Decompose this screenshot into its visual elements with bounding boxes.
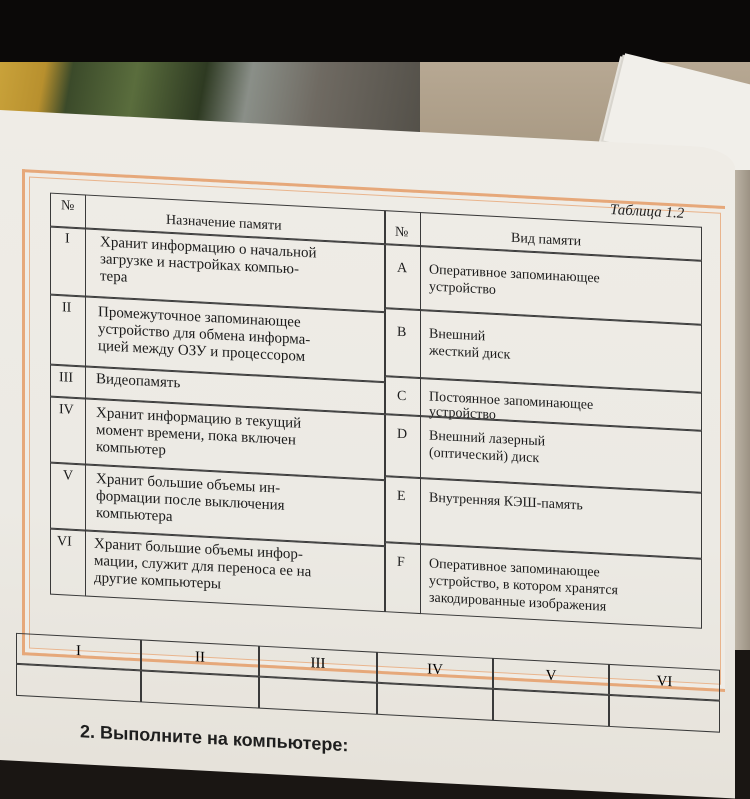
- row-D-letter-cell: [385, 414, 421, 478]
- row-num: II: [62, 300, 72, 316]
- row-letter: B: [397, 324, 407, 341]
- row-num: V: [63, 468, 74, 484]
- table-caption: Таблица 1.2: [610, 201, 685, 222]
- header-num-right-cell: [385, 210, 421, 246]
- row-text: Внешний лазерный (оптический) диск: [429, 428, 546, 467]
- header-type: Вид памяти: [511, 230, 582, 250]
- row-text: Хранит информацию о начальной загрузке и настройках компью- тера: [100, 234, 317, 286]
- answer-header: V: [545, 667, 557, 685]
- row-text: Хранит большие объемы инфор- мации, служит для переноса ее на другие компьютеры: [94, 535, 312, 593]
- answer-header: I: [76, 642, 81, 660]
- row-A-letter-cell: [385, 244, 421, 310]
- header-num-right: №: [395, 224, 409, 241]
- row-IV-num-cell: [50, 397, 86, 465]
- row-B-letter-cell: [385, 308, 421, 378]
- row-letter: A: [397, 260, 408, 277]
- row-num: VI: [57, 533, 72, 550]
- exercise-heading: 2. Выполните на компьютере:: [80, 721, 349, 756]
- row-num: I: [65, 231, 70, 247]
- header-num-left-cell: [50, 193, 86, 229]
- row-I-num-cell: [50, 227, 86, 297]
- answer-input-cell-I[interactable]: [16, 664, 141, 703]
- answer-input-cell-IV[interactable]: [377, 683, 493, 721]
- row-VI-num-cell: [50, 529, 86, 597]
- row-letter: D: [397, 426, 408, 443]
- answer-input-cell-V[interactable]: [493, 689, 609, 727]
- row-num: III: [59, 370, 73, 386]
- row-F-letter-cell: [385, 542, 421, 614]
- header-num-left: №: [61, 198, 75, 214]
- row-text: Видеопамять: [96, 371, 181, 392]
- row-text: Внешний жесткий диск: [429, 326, 511, 363]
- answer-input-cell-VI[interactable]: [609, 695, 720, 733]
- row-letter: F: [397, 554, 405, 571]
- answer-header: III: [310, 655, 326, 673]
- textbook-page: [0, 110, 735, 799]
- row-III-num-cell: [50, 365, 86, 399]
- row-letter: E: [397, 488, 406, 505]
- row-text: Хранит информацию в текущий момент времени, пока включен компьютер: [96, 405, 302, 459]
- answer-header: IV: [427, 661, 443, 679]
- row-letter: C: [397, 388, 407, 405]
- answer-header: II: [195, 649, 205, 666]
- row-E-letter-cell: [385, 476, 421, 544]
- row-text: Промежуточное запоминающее устройство для обмена информа- цией между ОЗУ и процессором: [98, 304, 311, 365]
- row-text: Оперативное запоминающее устройство: [429, 262, 600, 298]
- answer-header: VI: [656, 673, 673, 691]
- row-text: Постоянное запоминающее устройство: [429, 389, 594, 423]
- row-text: Внутренняя КЭШ-память: [429, 490, 583, 514]
- answer-input-cell-III[interactable]: [259, 677, 377, 715]
- row-num: IV: [59, 402, 74, 418]
- row-text: Оперативное запоминающее устройство, в котором хранятся закодированные изображения: [429, 556, 618, 615]
- row-II-num-cell: [50, 295, 86, 367]
- row-F-text-cell: [420, 544, 702, 629]
- row-C-letter-cell: [385, 376, 421, 416]
- header-purpose: Назначение памяти: [166, 212, 282, 234]
- answer-input-cell-II[interactable]: [141, 670, 259, 708]
- row-text: Хранит большие объемы ин- формации после выключения компьютера: [96, 471, 285, 526]
- row-V-num-cell: [50, 463, 86, 531]
